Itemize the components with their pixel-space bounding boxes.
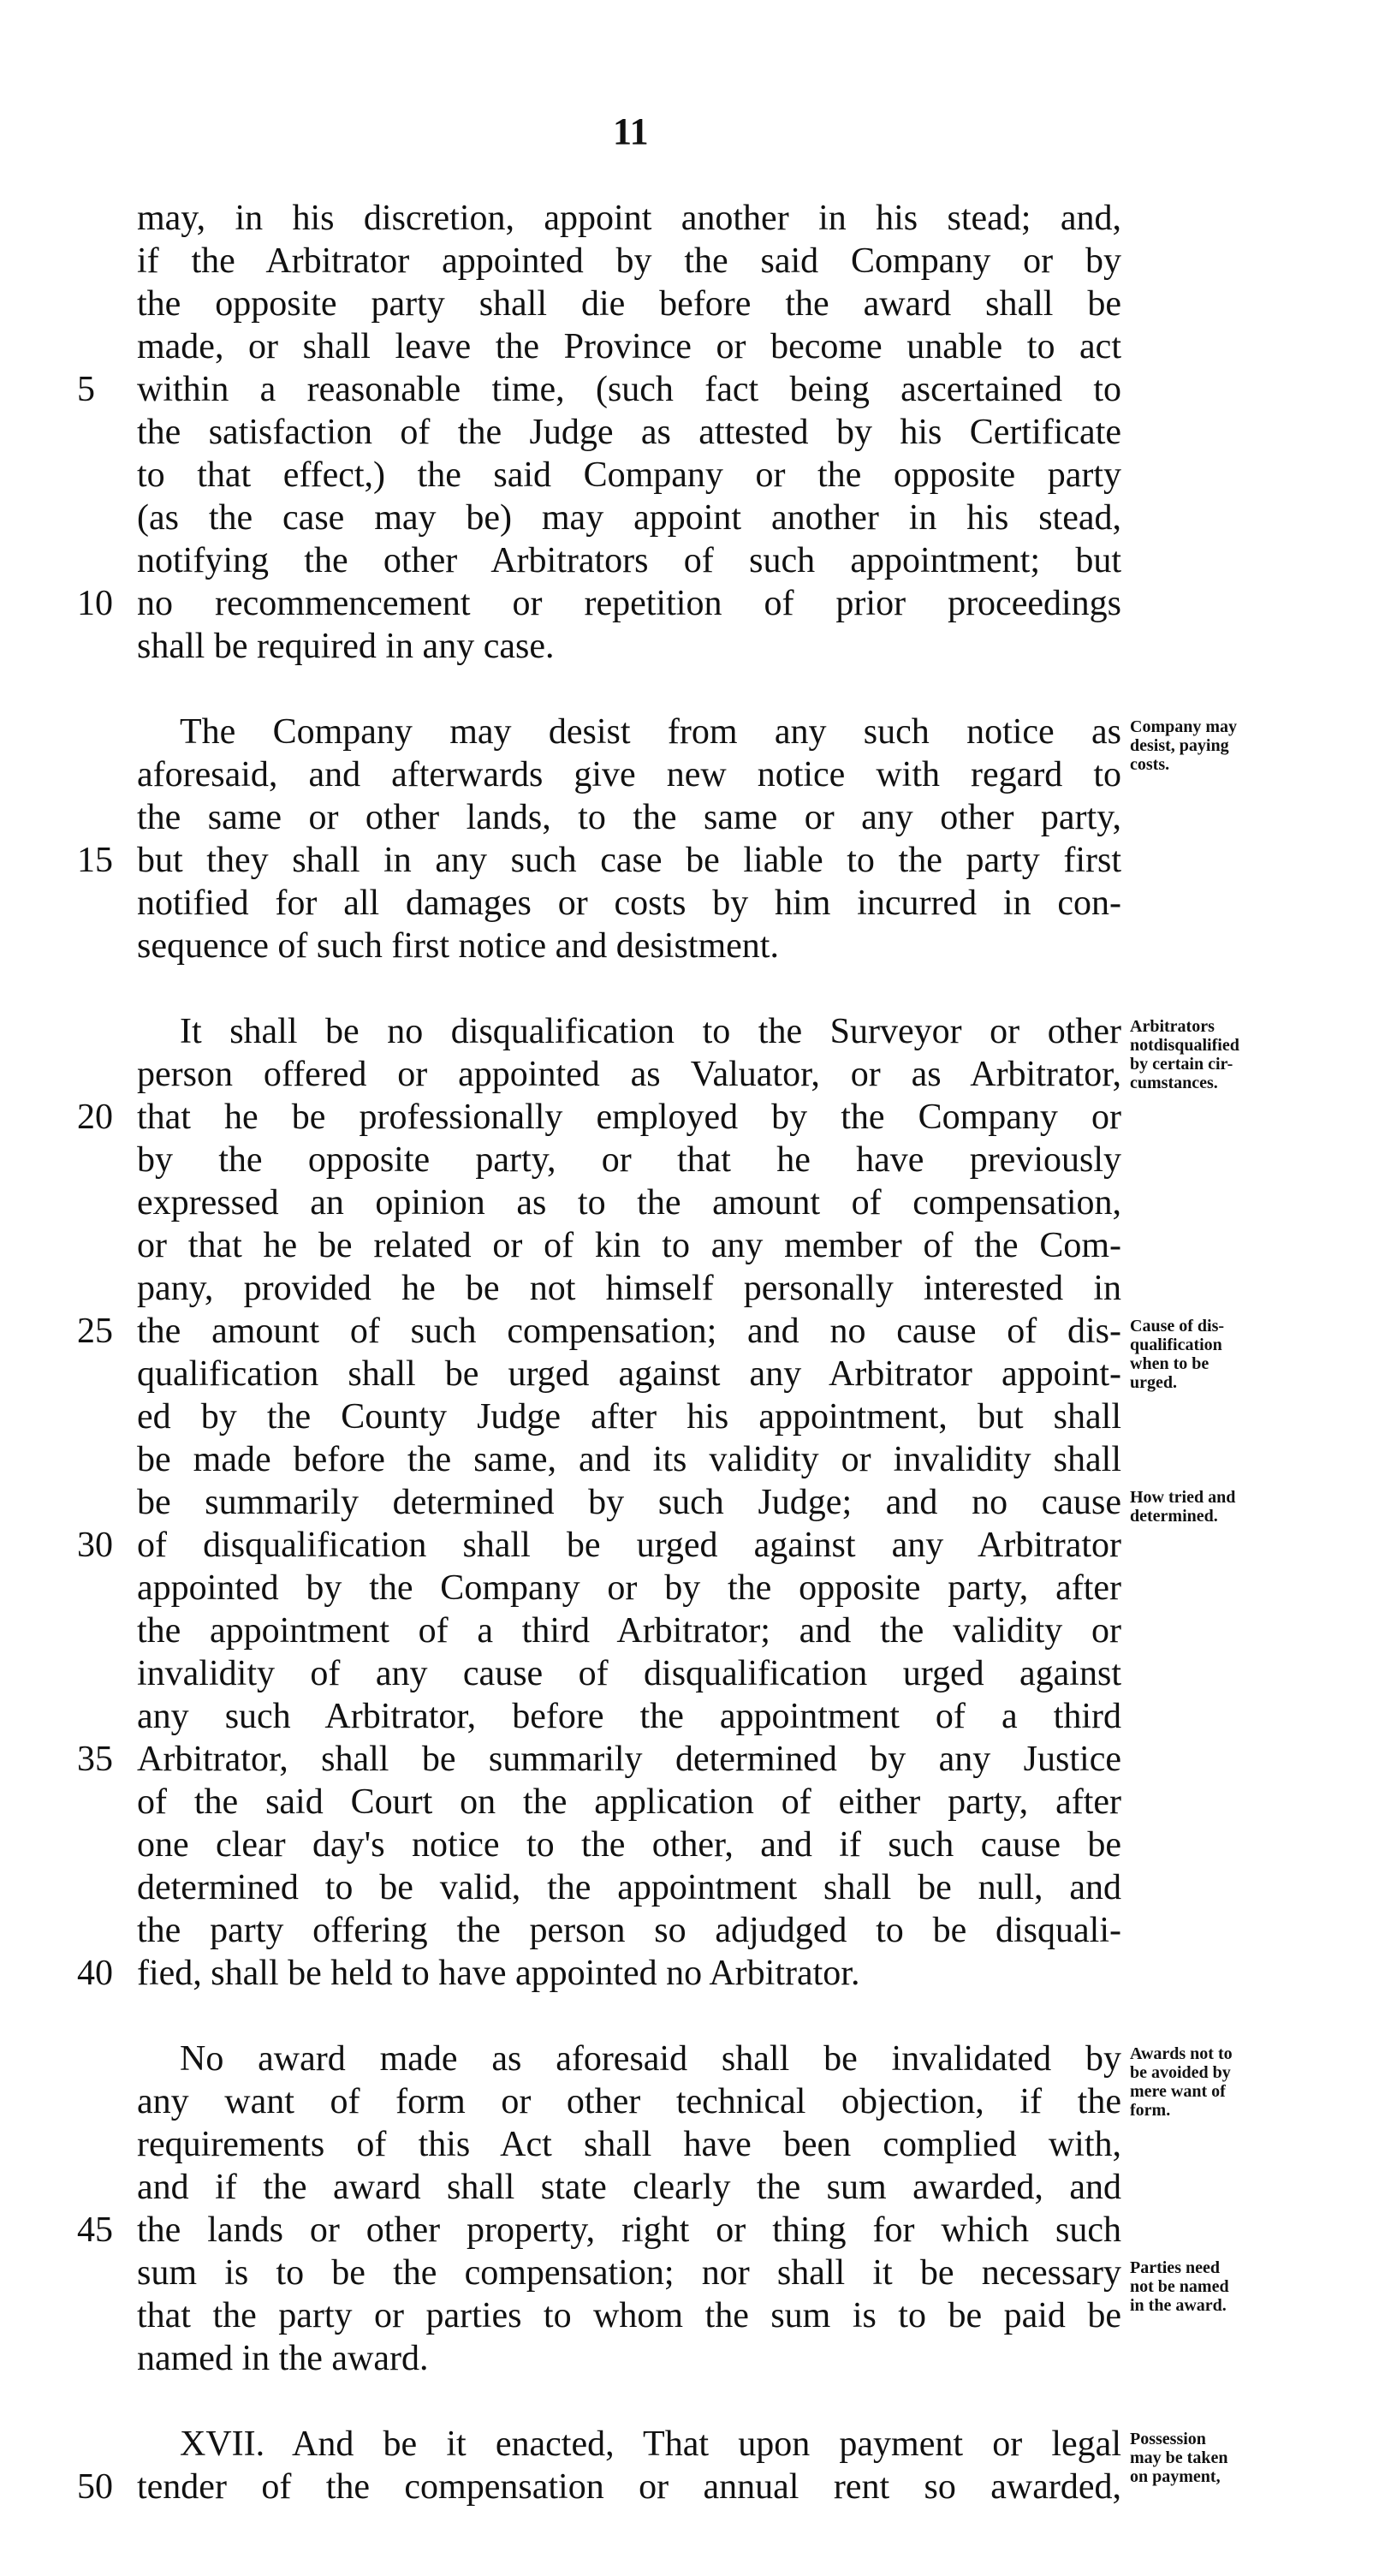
line-number: 20 <box>77 1098 113 1137</box>
text-line: be made before the same, and its validity or invalidity shall <box>137 1440 1121 1479</box>
margin-note-line: Awards not to <box>1130 2044 1233 2063</box>
margin-note-line: form. <box>1130 2101 1171 2120</box>
text-line: the party offering the person so adjudged to be disquali- <box>137 1911 1121 1950</box>
text-line: aforesaid, and afterwards give new notice with regard to <box>137 755 1121 794</box>
text-line: to that effect,) the said Company or the opposite party <box>137 455 1121 495</box>
text-line: tender of the compensation or annual rent so awarded, <box>137 2467 1121 2507</box>
text-line: notified for all damages or costs by him incurred in con- <box>137 883 1121 923</box>
margin-note-line: Arbitrators <box>1130 1017 1215 1036</box>
margin-note <box>1130 2258 1301 2315</box>
margin-note-line: costs. <box>1130 755 1170 774</box>
margin-note-line: be avoided by <box>1130 2063 1231 2082</box>
text-line: the satisfaction of the Judge as attested by his Certificate <box>137 413 1121 452</box>
line-number: 35 <box>77 1740 113 1779</box>
margin-note <box>1130 2430 1301 2486</box>
text-line: any such Arbitrator, before the appointment of a third <box>137 1697 1121 1736</box>
text-line: be summarily determined by such Judge; and no cause <box>137 1483 1121 1522</box>
line-number: 25 <box>77 1312 113 1351</box>
margin-note-line: when to be <box>1130 1354 1210 1373</box>
text-line: that he be professionally employed by the Company or <box>137 1098 1121 1137</box>
text-line: named in the award. <box>137 2339 429 2378</box>
margin-note-line: determined. <box>1130 1507 1218 1526</box>
margin-note-line: on payment, <box>1130 2467 1221 2486</box>
text-line: expressed an opinion as to the amount of compensation, <box>137 1183 1121 1223</box>
text-line: appointed by the Company or by the opposite party, after <box>137 1568 1121 1608</box>
text-line: the amount of such compensation; and no cause of dis- <box>137 1312 1121 1351</box>
line-number: 50 <box>77 2467 113 2507</box>
text-line: the same or other lands, to the same or any other party, <box>137 798 1121 837</box>
margin-note-line: not be named <box>1130 2277 1229 2296</box>
page-number: 11 <box>613 110 649 152</box>
text-line: The Company may desist from any such notice as <box>180 712 1121 752</box>
margin-note-line: may be taken <box>1130 2448 1228 2467</box>
text-line: of the said Court on the application of either party, after <box>137 1782 1121 1822</box>
text-line: (as the case may be) may appoint another in his stead, <box>137 498 1121 538</box>
margin-note-line: urged. <box>1130 1373 1177 1392</box>
text-line: sequence of such first notice and desistment. <box>137 926 779 966</box>
text-line: It shall be no disqualification to the Surveyor or other <box>180 1012 1121 1051</box>
text-line: the opposite party shall die before the award shall be <box>137 284 1121 324</box>
text-line: of disqualification shall be urged against any Arbitrator <box>137 1526 1121 1565</box>
text-line: determined to be valid, the appointment shall be null, and <box>137 1868 1121 1907</box>
margin-note-line: Possession <box>1130 2430 1206 2448</box>
text-line: No award made as aforesaid shall be invalidated by <box>180 2039 1121 2079</box>
line-number: 15 <box>77 841 113 880</box>
margin-note <box>1130 717 1301 774</box>
text-line: sum is to be the compensation; nor shall it be necessary <box>137 2253 1121 2293</box>
text-line: that the party or parties to whom the sum is to be paid be <box>137 2296 1121 2335</box>
margin-note-line: qualification <box>1130 1336 1222 1354</box>
text-line: within a reasonable time, (such fact being ascertained to <box>137 370 1121 409</box>
text-line: the appointment of a third Arbitrator; and the validity or <box>137 1611 1121 1651</box>
margin-note-line: notdisqualified <box>1130 1036 1239 1055</box>
text-line: the lands or other property, right or thing for which such <box>137 2210 1121 2250</box>
text-line: pany, provided he be not himself personally interested in <box>137 1269 1121 1308</box>
margin-note-line: cumstances. <box>1130 1074 1218 1092</box>
text-line: invalidity of any cause of disqualification urged against <box>137 1654 1121 1693</box>
margin-note <box>1130 1317 1301 1392</box>
text-line: shall be required in any case. <box>137 627 555 666</box>
margin-note-line: Cause of dis- <box>1130 1317 1225 1336</box>
text-line: XVII. And be it enacted, That upon payment or legal <box>180 2424 1121 2464</box>
text-line: qualification shall be urged against any Arbitrator appoint- <box>137 1354 1121 1394</box>
margin-note-line: by certain cir- <box>1130 1055 1233 1074</box>
margin-note-line: desist, paying <box>1130 736 1229 755</box>
margin-note <box>1130 1017 1301 1092</box>
text-line: by the opposite party, or that he have previously <box>137 1140 1121 1180</box>
margin-note-line: mere want of <box>1130 2082 1226 2101</box>
margin-note-line: How tried and <box>1130 1488 1236 1507</box>
line-number: 30 <box>77 1526 113 1565</box>
text-line: notifying the other Arbitrators of such appointment; but <box>137 541 1121 580</box>
margin-note-line: in the award. <box>1130 2296 1227 2315</box>
margin-note-line: Parties need <box>1130 2258 1220 2277</box>
text-line: or that he be related or of kin to any member of the Com- <box>137 1226 1121 1265</box>
text-line: fied, shall be held to have appointed no Arbitrator. <box>137 1954 860 1993</box>
text-line: no recommencement or repetition of prior proceedings <box>137 584 1121 623</box>
text-line: person offered or appointed as Valuator, or as Arbitrator, <box>137 1055 1121 1094</box>
line-number: 40 <box>77 1954 113 1993</box>
text-line: one clear day's notice to the other, and if such cause be <box>137 1825 1121 1865</box>
line-number: 45 <box>77 2210 113 2250</box>
text-line: and if the award shall state clearly the sum awarded, and <box>137 2168 1121 2207</box>
text-line: Arbitrator, shall be summarily determined by any Justice <box>137 1740 1121 1779</box>
text-line: made, or shall leave the Province or become unable to act <box>137 327 1121 366</box>
margin-note <box>1130 1488 1301 1526</box>
text-line: ed by the County Judge after his appointment, but shall <box>137 1397 1121 1437</box>
line-number: 10 <box>77 584 113 623</box>
line-number: 5 <box>77 370 95 409</box>
text-line: if the Arbitrator appointed by the said Company or by <box>137 241 1121 281</box>
text-line: but they shall in any such case be liable to the party first <box>137 841 1121 880</box>
text-line: any want of form or other technical objection, if the <box>137 2082 1121 2121</box>
margin-note <box>1130 2044 1301 2120</box>
text-line: may, in his discretion, appoint another in his stead; and, <box>137 199 1121 238</box>
text-line: requirements of this Act shall have been complied with, <box>137 2125 1121 2164</box>
margin-note-line: Company may <box>1130 717 1238 736</box>
